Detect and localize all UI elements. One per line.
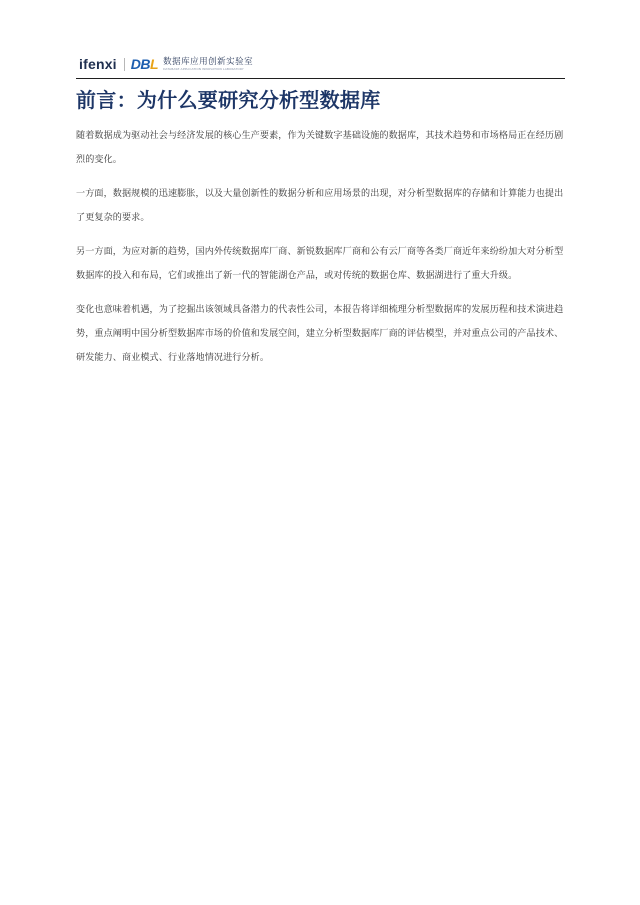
lab-name [163, 57, 253, 71]
body-text [76, 124, 566, 380]
paragraph-3: 另一方面，为应对新的趋势，国内外传统数据库厂商、新锐数据库厂商和公有云厂商等各类厂商近年来纷纷加大对分析型数据库的投入和布局，它们或推出了新一代的智能湖仓产品，或对传统的数据仓库、数据湖进行了重大升级。 [76, 247, 564, 281]
dbl-logo-accent: L [150, 56, 159, 72]
dbl-logo [131, 56, 158, 72]
lab-name-en: DATABASE APPLICATION INNOVATION LABORATORY [163, 67, 244, 71]
header-rule [76, 78, 565, 79]
page-title: 前言：为什么要研究分析型数据库 [76, 88, 381, 112]
logo-divider [124, 58, 125, 71]
paragraph-2: 一方面，数据规模的迅速膨胀，以及大量创新性的数据分析和应用场景的出现，对分析型数据库的存储和计算能力也提出了更复杂的要求。 [76, 189, 564, 223]
header-logos [79, 50, 253, 78]
ifenxi-logo: ifenxi [79, 56, 117, 72]
paragraph-1: 随着数据成为驱动社会与经济发展的核心生产要素，作为关键数字基础设施的数据库，其技术趋势和市场格局正在经历剧烈的变化。 [76, 131, 564, 165]
paragraph-4: 变化也意味着机遇，为了挖掘出该领域具备潜力的代表性公司，本报告将详细梳理分析型数据库的发展历程和技术演进趋势，重点阐明中国分析型数据库市场的价值和发展空间，建立分析型数据库厂商的评估模型，并对重点公司的产品技术、研发能力、商业模式、行业落地情况进行分析。 [76, 305, 564, 363]
lab-name-cn: 数据库应用创新实验室 [163, 57, 254, 67]
dbl-logo-main: DB [130, 56, 150, 72]
